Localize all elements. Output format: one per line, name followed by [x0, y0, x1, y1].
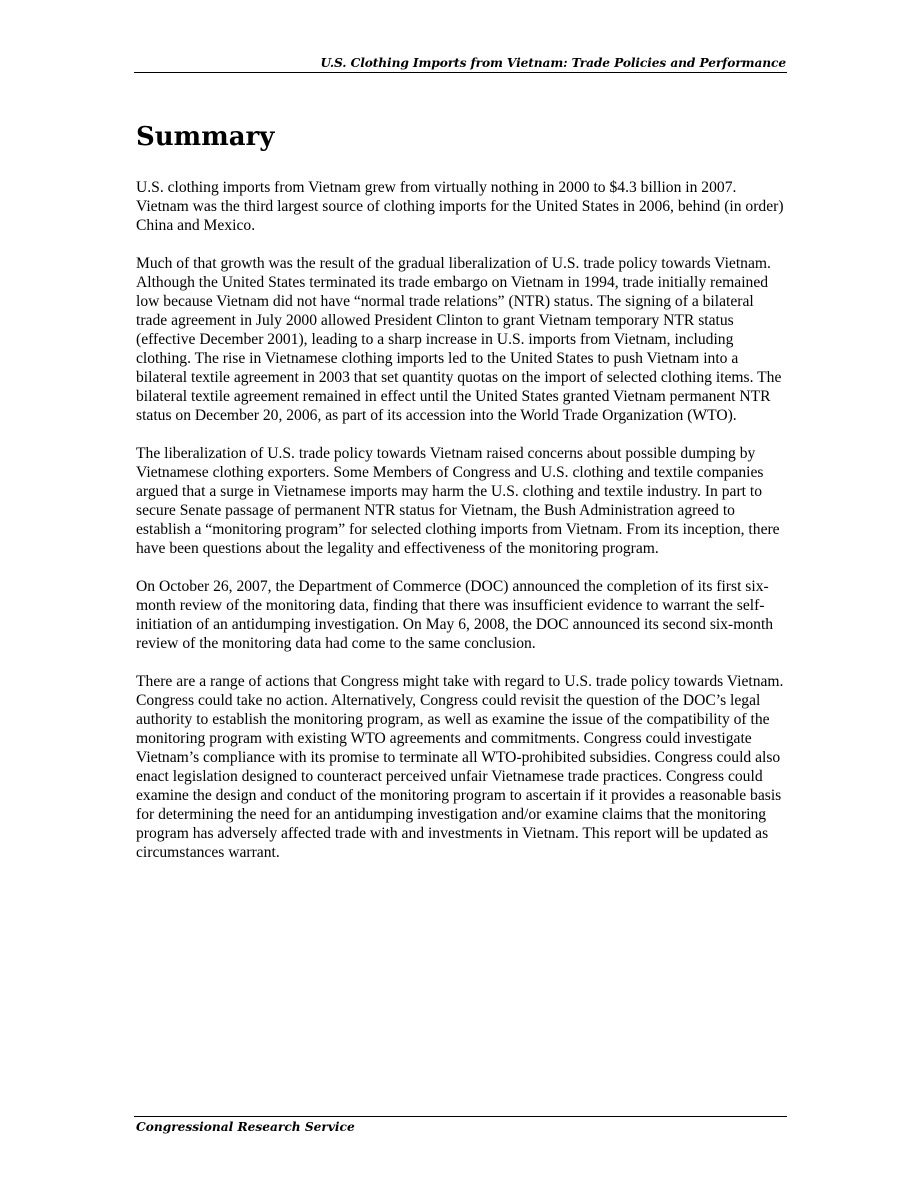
footer-rule: [134, 1116, 787, 1117]
paragraph-5: There are a range of actions that Congress might take with regard to U.S. trade policy towards Vietnam. Congress could take no action. Alternatively, Congress could revisit the question of the DOC’s legal authority to establish the monitoring program, as well as examine the issue of the compatibility of the monitoring program with existing WTO agreements and commitments. Congress could investigate Vietnam’s compliance with its promise to terminate all WTO-prohibited subsidies. Congress could also enact legislation designed to counteract perceived unfair Vietnamese trade practices. Congress could examine the design and conduct of the monitoring program to ascertain if it provides a reasonable basis for determining the need for an antidumping investigation and/or examine claims that the monitoring program has adversely affected trade with and investments in Vietnam. This report will be updated as circumstances warrant.: [136, 673, 784, 861]
paragraph-1: U.S. clothing imports from Vietnam grew from virtually nothing in 2000 to $4.3 billion in 2007. Vietnam was the third largest source of clothing imports for the United States in 2006, behind (in order) China and Mexico.: [136, 179, 784, 234]
paragraph-2: Much of that growth was the result of the gradual liberalization of U.S. trade policy towards Vietnam. Although the United States terminated its trade embargo on Vietnam in 1994, trade initially remained low because Vietnam did not have “normal trade relations” (NTR) status. The signing of a bilateral trade agreement in July 2000 allowed President Clinton to grant Vietnam temporary NTR status (effective December 2001), leading to a sharp increase in U.S. imports from Vietnam, including clothing. The rise in Vietnamese clothing imports led to the United States to push Vietnam into a bilateral textile agreement in 2003 that set quantity quotas on the import of selected clothing items. The bilateral textile agreement remained in effect until the United States granted Vietnam permanent NTR status on December 20, 2006, as part of its accession into the World Trade Organization (WTO).: [136, 255, 782, 424]
section-title: Summary: [136, 122, 275, 152]
running-header: U.S. Clothing Imports from Vietnam: Trade Policies and Performance: [320, 56, 786, 70]
summary-body: [136, 178, 786, 881]
paragraph-3: The liberalization of U.S. trade policy towards Vietnam raised concerns about possible dumping by Vietnamese clothing exporters. Some Members of Congress and U.S. clothing and textile companies argued that a surge in Vietnamese imports may harm the U.S. clothing and textile industry. In part to secure Senate passage of permanent NTR status for Vietnam, the Bush Administration agreed to establish a “monitoring program” for selected clothing imports from Vietnam. From its inception, there have been questions about the legality and effectiveness of the monitoring program.: [136, 445, 780, 557]
paragraph-4: On October 26, 2007, the Department of Commerce (DOC) announced the completion of its first six-month review of the monitoring data, finding that there was insufficient evidence to warrant the self-initiation of an antidumping investigation. On May 6, 2008, the DOC announced its second six-month review of the monitoring data had come to the same conclusion.: [136, 578, 774, 652]
running-footer: Congressional Research Service: [136, 1120, 355, 1134]
header-rule: [134, 72, 787, 73]
